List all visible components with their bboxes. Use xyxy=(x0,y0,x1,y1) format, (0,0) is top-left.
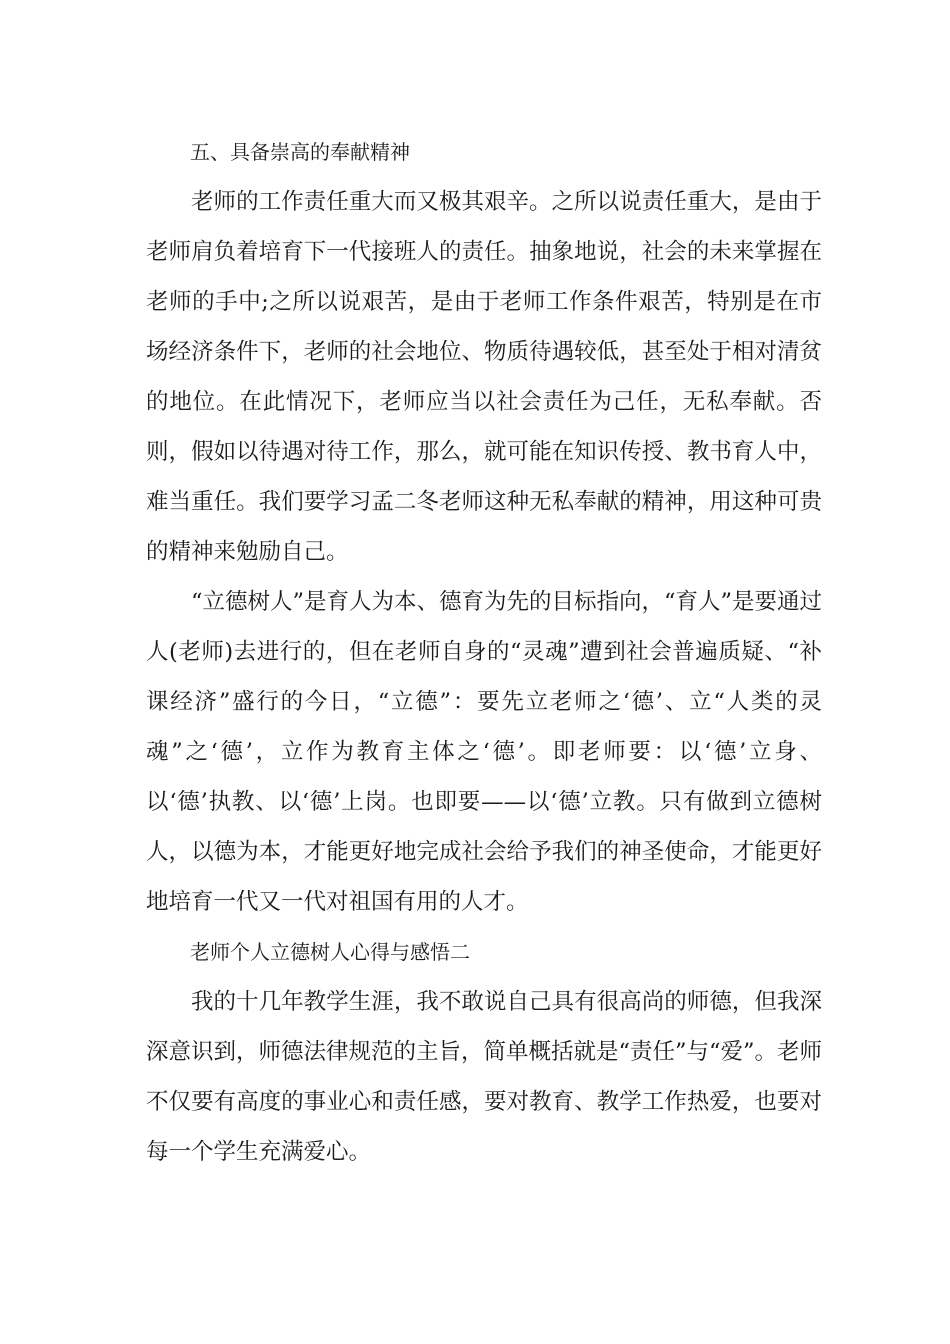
paragraph-teaching-career: 我的十几年教学生涯，我不敢说自己具有很高尚的师德，但我深深意识到，师德法律规范的主旨，简单概括就是“责任”与“爱”。老师不仅要有高度的事业心和责任感，要对教育、教学工作热爱，也要对每一个学生充满爱心。 xyxy=(146,989,823,1165)
paragraph-teacher-responsibility: 老师的工作责任重大而又极其艰辛。之所以说责任重大，是由于老师肩负着培育下一代接班人的责任。抽象地说，社会的未来掌握在老师的手中;之所以说艰苦，是由于老师工作条件艰苦，特别是在市场经济条件下，老师的社会地位、物质待遇较低，甚至处于相对清贫的地位。在此情况下，老师应当以社会责任为己任，无私奉献。否则，假如以待遇对待工作，那么，就可能在知识传授、教书育人中，难当重任。我们要学习孟二冬老师这种无私奉献的精神，用这种可贵的精神来勉励自己。 xyxy=(146,189,822,565)
paragraph-moral-education: “立德树人”是育人为本、德育为先的目标指向，“育人”是要通过人(老师)去进行的，但在老师自身的“灵魂”遭到社会普遍质疑、“补课经济”盛行的今日，“立德”：要先立老师之‘德’、立“人类的灵魂”之‘德’，立作为教育主体之‘德’。即老师要：以‘德’立身、以‘德’执教、以‘德’上岗。也即要——以‘德’立教。只有做到立德树人，以德为本，才能更好地完成社会给予我们的神圣使命，才能更好地培育一代又一代对祖国有用的人才。 xyxy=(146,589,823,915)
section-heading-dedication: 五、具备崇高的奉献精神 xyxy=(190,140,410,164)
section-heading-reflection-two: 老师个人立德树人心得与感悟二 xyxy=(190,940,470,964)
document-body xyxy=(146,127,822,1177)
